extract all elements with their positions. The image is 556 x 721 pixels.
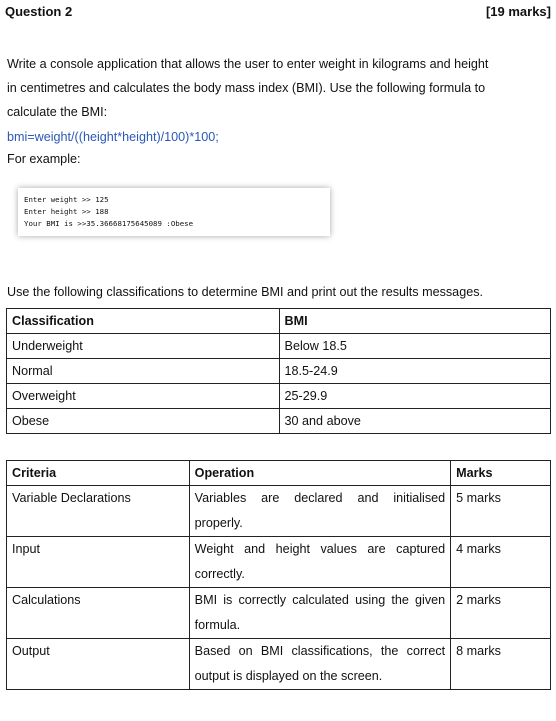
table-header-row — [7, 309, 551, 334]
marks-cell: 5 marks — [451, 486, 551, 537]
console-line: Your BMI is >>35.36668175645089 :Obese — [24, 219, 194, 228]
table-row — [7, 588, 551, 639]
criteria-cell: Input — [7, 537, 190, 588]
bmi-range-cell: Below 18.5 — [279, 334, 550, 359]
header-marks: Marks — [451, 461, 551, 486]
criteria-table — [6, 460, 551, 690]
operation-cell: Variables are declared and initialised properly. — [189, 486, 450, 537]
table-row — [7, 334, 551, 359]
marks-cell: 2 marks — [451, 588, 551, 639]
criteria-cell: Output — [7, 639, 190, 690]
criteria-cell: Variable Declarations — [7, 486, 190, 537]
intro-line-3: calculate the BMI: — [7, 105, 108, 119]
operation-cell: Weight and height values are captured correctly. — [189, 537, 450, 588]
table-row — [7, 384, 551, 409]
bmi-range-cell: 25-29.9 — [279, 384, 550, 409]
classification-cell: Normal — [7, 359, 280, 384]
console-output-example — [18, 188, 330, 236]
criteria-cell: Calculations — [7, 588, 190, 639]
example-label: For example: — [7, 152, 81, 166]
table-row — [7, 409, 551, 434]
bmi-formula: bmi=weight/((height*height)/100)*100; — [7, 130, 219, 144]
header-bmi: BMI — [279, 309, 550, 334]
header-criteria: Criteria — [7, 461, 190, 486]
console-line: Enter height >> 188 — [24, 207, 109, 216]
table-row — [7, 359, 551, 384]
table-row — [7, 537, 551, 588]
table-row — [7, 639, 551, 690]
marks-cell: 4 marks — [451, 537, 551, 588]
table-row — [7, 486, 551, 537]
intro-line-1: Write a console application that allows the user to enter weight in kilograms and height — [7, 57, 489, 71]
operation-cell: Based on BMI classifications, the correct output is displayed on the screen. — [189, 639, 450, 690]
classification-intro: Use the following classifications to determine BMI and print out the results messages. — [7, 285, 483, 299]
header-operation: Operation — [189, 461, 450, 486]
classification-cell: Overweight — [7, 384, 280, 409]
bmi-range-cell: 18.5-24.9 — [279, 359, 550, 384]
header-classification: Classification — [7, 309, 280, 334]
classification-cell: Obese — [7, 409, 280, 434]
question-header — [5, 4, 551, 22]
table-header-row — [7, 461, 551, 486]
question-marks: [19 marks] — [485, 4, 551, 19]
bmi-range-cell: 30 and above — [279, 409, 550, 434]
question-title: Question 2 — [5, 4, 73, 19]
console-line: Enter weight >> 125 — [24, 195, 109, 204]
intro-line-2: in centimetres and calculates the body mass index (BMI). Use the following formula to — [7, 81, 486, 95]
classification-cell: Underweight — [7, 334, 280, 359]
classification-table — [6, 308, 551, 434]
marks-cell: 8 marks — [451, 639, 551, 690]
operation-cell: BMI is correctly calculated using the given formula. — [189, 588, 450, 639]
